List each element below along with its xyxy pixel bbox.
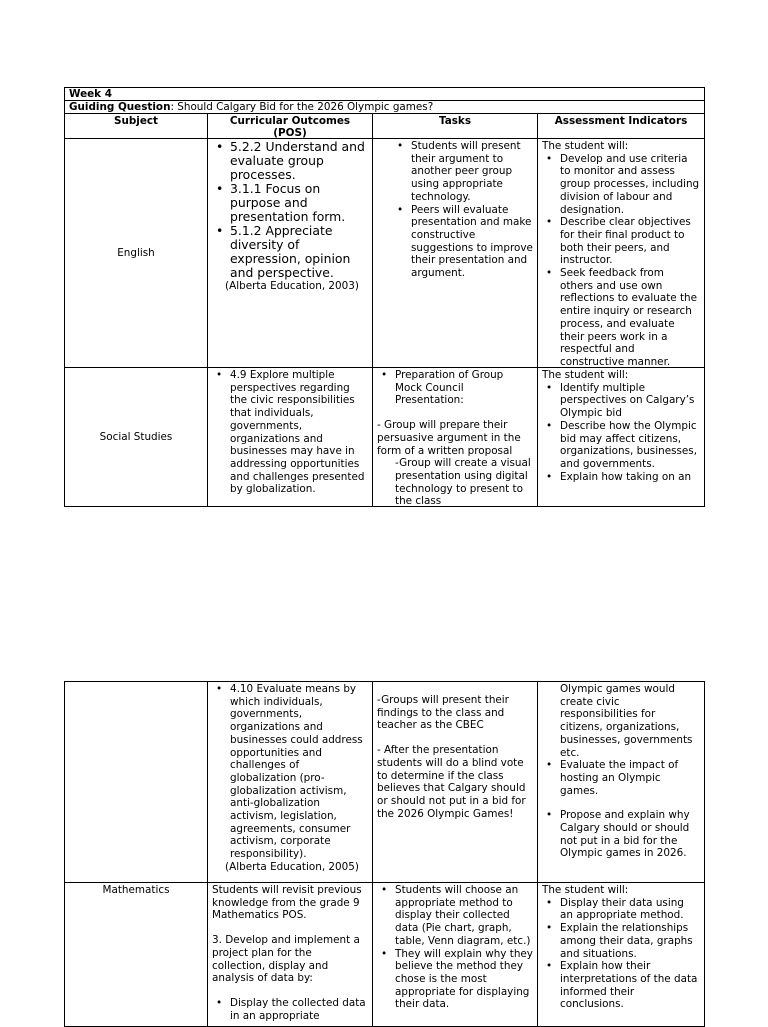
outcome-paragraph: Students will revisit previous knowledge from the grade 9 Mathematics POS. [212, 884, 362, 922]
social-studies-continued-row [65, 682, 705, 883]
task-paragraph: - Group will prepare their persuasive argument in the form of a written proposal [377, 419, 521, 457]
outcome-item: • 3.1.1 Focus on purpose and presentation form. [212, 182, 368, 224]
outcome-citation: (Alberta Education, 2003) [225, 280, 359, 292]
assessment-item: • Seek feedback from others and use own reflections to evaluate the entire inquiry or research process, and evaluate their peers work in a respectful and constructive manner. [542, 267, 700, 368]
social-outcomes [208, 368, 373, 507]
math-assessment [538, 883, 705, 1027]
lesson-plan-table-week4 [64, 87, 705, 507]
outcome-item: • 5.2.2 Understand and evaluate group processes. [212, 140, 368, 182]
header-assessment: Assessment Indicators [538, 114, 705, 139]
task-item: • Preparation of Group Mock Council Presentation: [377, 369, 533, 407]
social-studies-row [65, 368, 705, 507]
mathematics-row [65, 883, 705, 1027]
english-tasks [373, 139, 538, 368]
task-paragraph: - After the presentation students will do a blind vote to determine if the class believes that Calgary should or should not put in a bid for the 2026 Olympic Games! [377, 744, 526, 820]
task-item: • Students will present their argument to another peer group using appropriate technology. [393, 140, 533, 204]
assessment-item: • Identify multiple perspectives on Calgary’s Olympic bid [542, 382, 700, 420]
outcome-item: • 4.9 Explore multiple perspectives regarding the civic responsibilities that individuals, governments, organizations and businesses may have in addressing opportunities and challenges presented by globalization. [212, 369, 368, 496]
guiding-question-row [65, 101, 705, 114]
header-tasks: Tasks [373, 114, 538, 139]
assessment-item: • Develop and use criteria to monitor and assess group processes, including division of labour and designation. [542, 153, 700, 217]
header-subject: Subject [65, 114, 208, 139]
social-assessment [538, 368, 705, 507]
week-row [65, 88, 705, 101]
math-outcomes [208, 883, 373, 1027]
social-tasks-continued [373, 682, 538, 883]
subject-mathematics: Mathematics [65, 883, 208, 1027]
task-item: • Peers will evaluate presentation and make constructive suggestions to improve their presentation and argument. [393, 204, 533, 280]
assessment-item: • Explain the relationships among their data, graphs and situations. [542, 922, 700, 960]
social-tasks [373, 368, 538, 507]
assessment-item: • Display their data using an appropriate method. [542, 897, 700, 922]
math-tasks [373, 883, 538, 1027]
assessment-item: • Evaluate the impact of hosting an Olympic games. [542, 759, 700, 797]
guiding-question-label: Guiding Question [69, 101, 171, 113]
task-paragraph: -Group will create a visual presentation using digital technology to present to the class [395, 457, 531, 507]
task-paragraph: -Groups will present their findings to the class and teacher as the CBEC [377, 694, 509, 732]
header-outcomes: Curricular Outcomes (POS) [208, 114, 373, 139]
english-assessment [538, 139, 705, 368]
english-row [65, 139, 705, 368]
social-outcomes-continued [208, 682, 373, 883]
outcome-item: • 5.1.2 Appreciate diversity of expression, opinion and perspective. [212, 224, 368, 280]
assessment-intro: The student will: [542, 140, 629, 152]
assessment-intro: The student will: [542, 884, 629, 896]
assessment-continued-text: Olympic games would create civic responsibilities for citizens, organizations, businesses, governments etc. [560, 683, 693, 759]
assessment-intro: The student will: [542, 369, 629, 381]
outcome-citation: (Alberta Education, 2005) [225, 860, 359, 873]
subject-empty [65, 682, 208, 883]
guiding-question-text: : Should Calgary Bid for the 2026 Olympic games? [170, 101, 434, 113]
outcome-item: • 4.10 Evaluate means by which individuals, governments, organizations and businesses could address opportunities and challenges of globalization (pro-globalization activism, anti-globalization activism, legislation, agreements, consumer activism, corporate responsibility). [212, 683, 368, 861]
subject-social-studies: Social Studies [65, 368, 208, 507]
guiding-question [65, 101, 705, 114]
task-item: • They will explain why they believe the method they chose is the most appropriate for displaying their data. [377, 948, 533, 1012]
task-item: • Students will choose an appropriate method to display their collected data (Pie chart, graph, table, Venn diagram, etc.) [377, 884, 533, 948]
assessment-item: • Explain how their interpretations of the data informed their conclusions. [542, 960, 700, 1011]
header-row [65, 114, 705, 139]
social-assessment-continued [538, 682, 705, 883]
english-outcomes [208, 139, 373, 368]
week-label: Week 4 [65, 88, 705, 101]
assessment-item: • Describe how the Olympic bid may affect citizens, organizations, businesses, and governments. [542, 420, 700, 471]
outcome-paragraph: 3. Develop and implement a project plan for the collection, display and analysis of data by: [212, 934, 360, 985]
assessment-item: • Explain how taking on an [542, 471, 700, 484]
outcome-item: • Display the collected data in an appropriate [212, 997, 368, 1022]
subject-english: English [65, 139, 208, 368]
assessment-item: • Describe clear objectives for their final product to both their peers, and instructor. [542, 216, 700, 267]
assessment-item: • Propose and explain why Calgary should or should not put in a bid for the Olympic games in 2026. [542, 809, 700, 860]
lesson-plan-table-continued [64, 681, 705, 1027]
